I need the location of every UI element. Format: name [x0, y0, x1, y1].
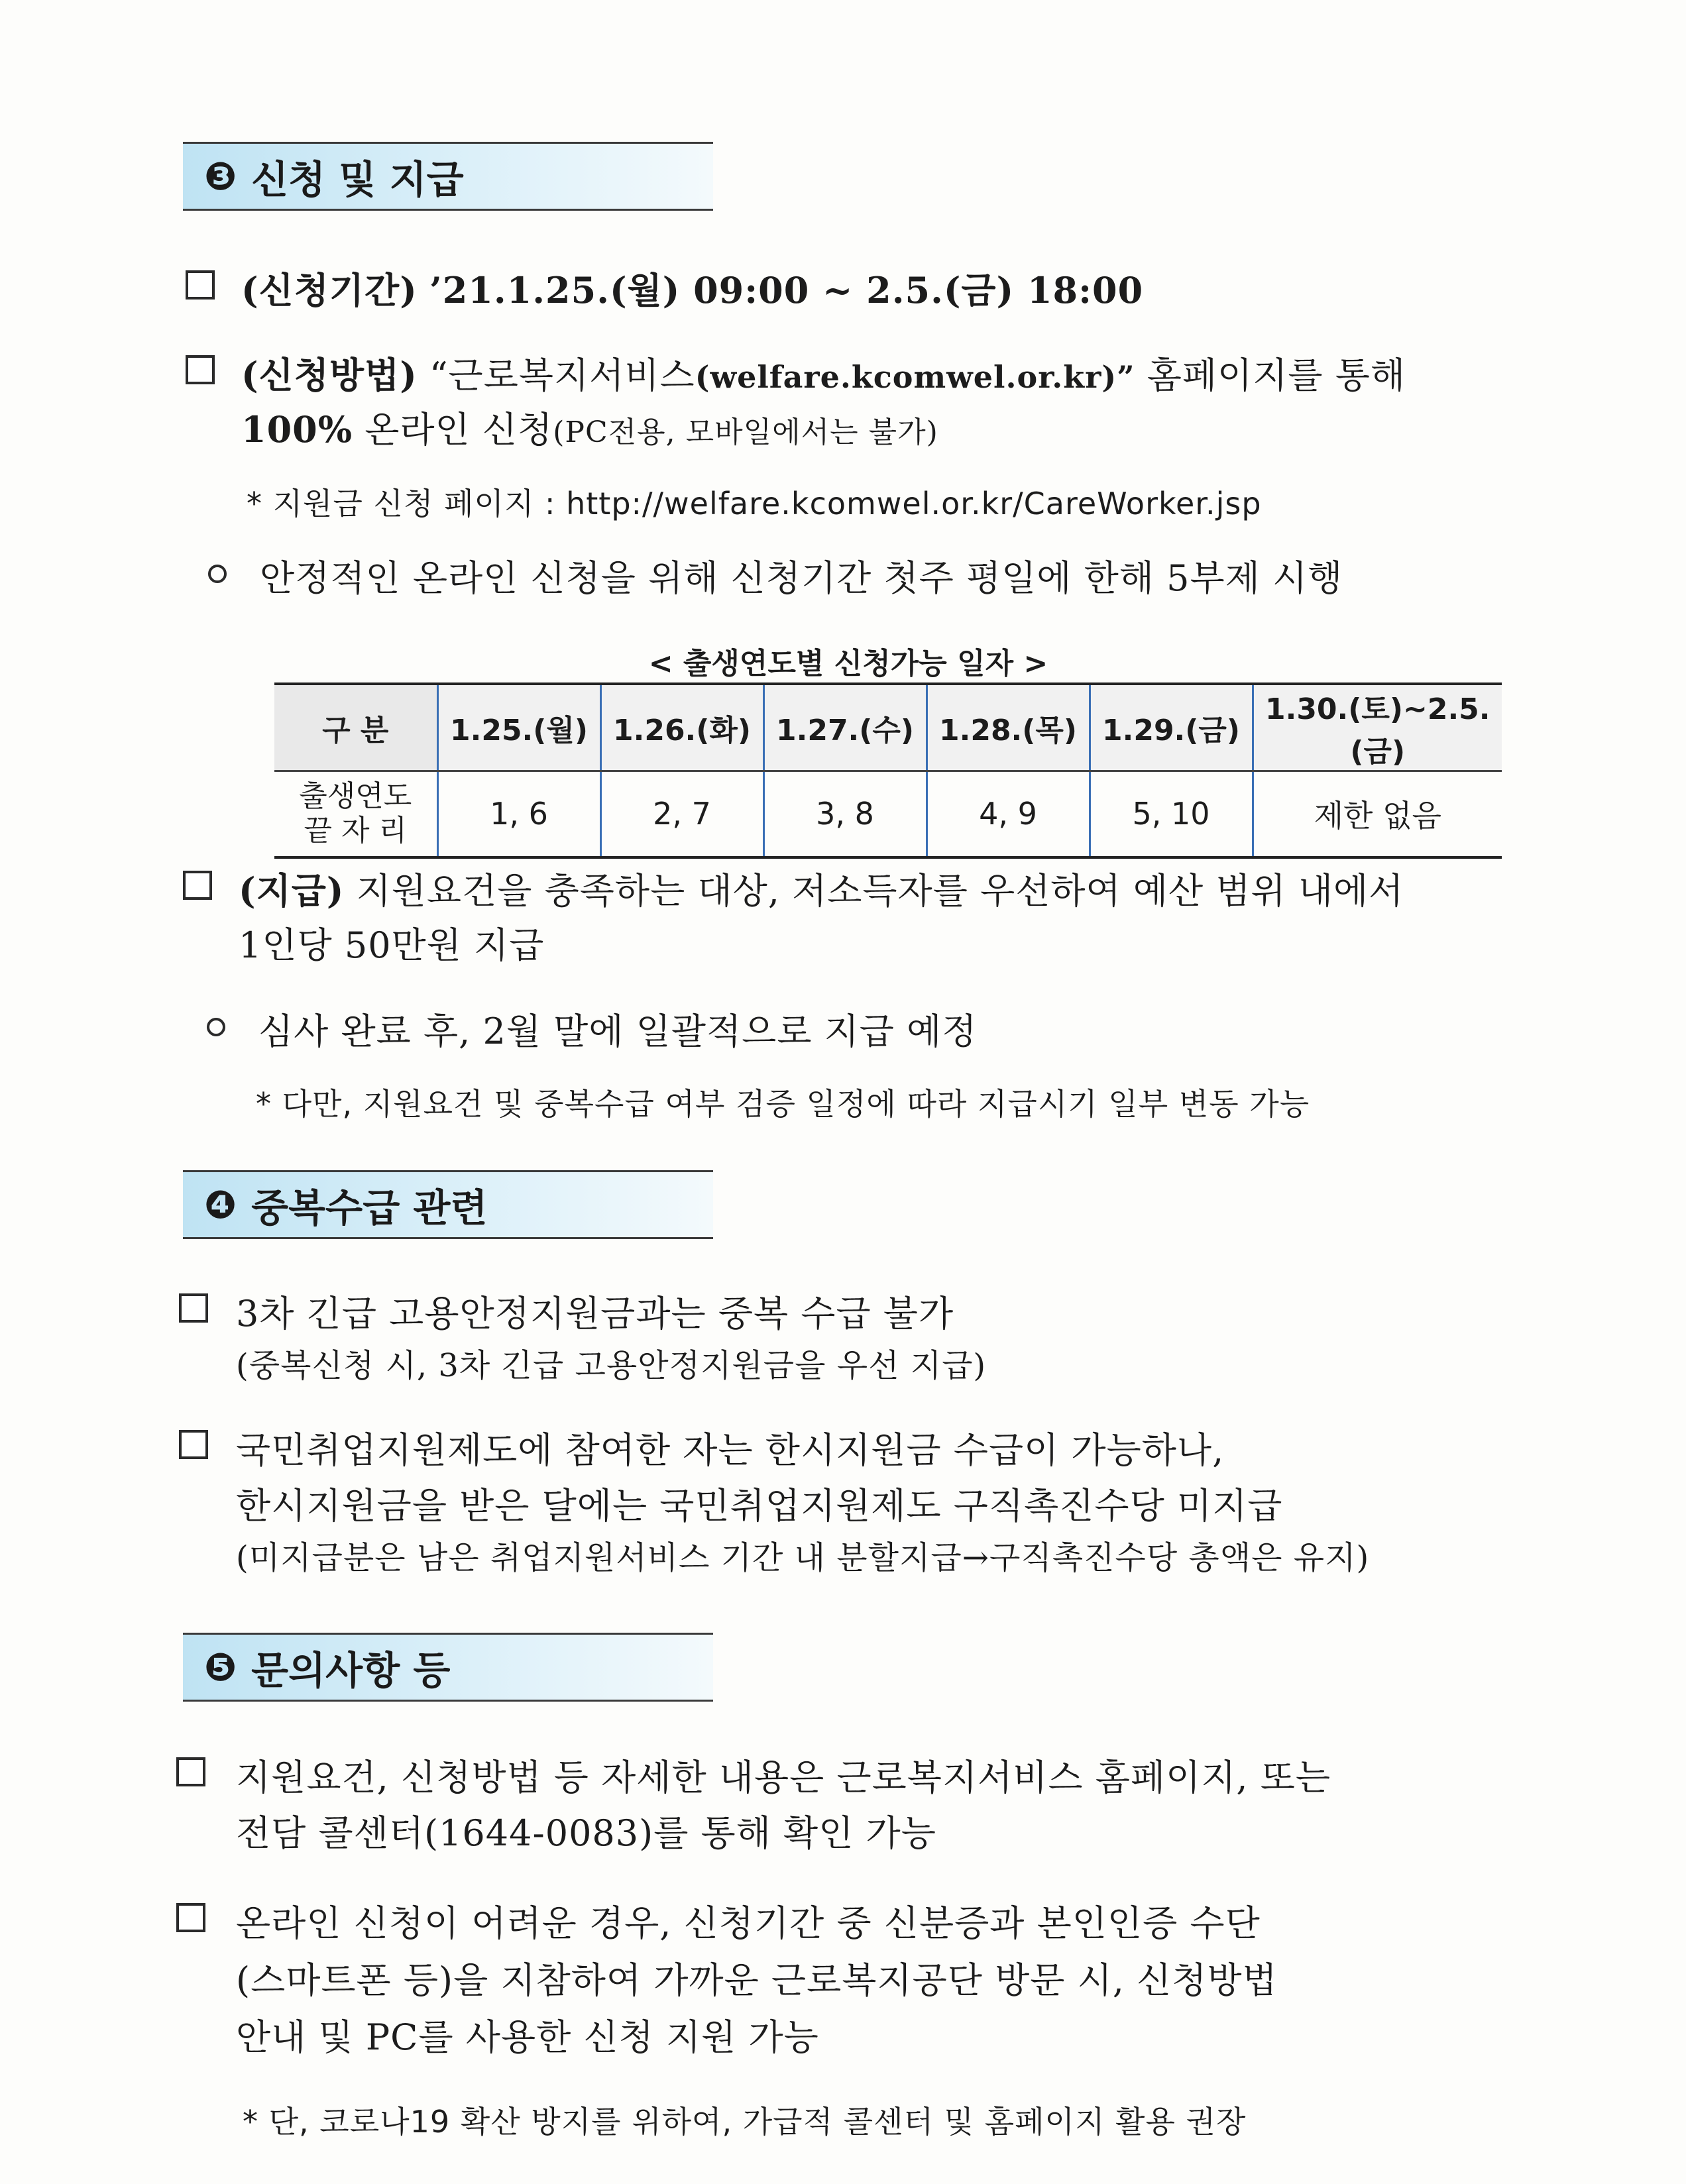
inquiry-item-2-line-1: 온라인 신청이 어려운 경우, 신청기간 중 신분증과 본인인증 수단	[236, 1902, 1261, 1944]
inquiry-item-2-line-3: 안내 및 PC를 사용한 신청 지원 가능	[236, 2016, 819, 2058]
checkbox-bullet	[186, 355, 215, 384]
method-label: (신청방법)	[241, 354, 418, 396]
method-url: (welfare.kcomwel.or.kr)”	[695, 359, 1135, 395]
payment-schedule: 심사 완료 후, 2월 말에 일괄적으로 지급 예정	[258, 1010, 978, 1052]
section-title: 문의사항 등	[251, 1648, 451, 1693]
section-4-heading	[183, 1170, 713, 1239]
five-shift-text: 안정적인 온라인 신청을 위해 신청기간 첫주 평일에 한해 5부제 시행	[260, 557, 1343, 599]
schedule-table	[274, 682, 1502, 859]
section-title: 중복수급 관련	[251, 1185, 488, 1230]
payment-label: (지급)	[239, 869, 345, 912]
method-text: “근로복지서비스	[429, 355, 695, 396]
table-cell: 5, 10	[1090, 771, 1253, 857]
inquiry-item-1-line-2: 전담 콜센터(1644-0083)를 통해 확인 가능	[236, 1812, 936, 1854]
section-number: ❺	[204, 1645, 237, 1690]
inquiry-note: * 단, 코로나19 확산 방지를 위하여, 가급적 콜센터 및 홈페이지 활용 권장	[243, 2104, 1247, 2140]
section-number: ❸	[204, 154, 237, 199]
payment-line-1	[239, 863, 1404, 914]
section-title: 신청 및 지급	[251, 157, 464, 202]
application-url-note: * 지원금 신청 페이지 : http://welfare.kcomwel.or.kr/CareWorker.jsp	[247, 486, 1262, 521]
period-value: ’21.1.25.(월) 09:00 ~ 2.5.(금) 18:00	[429, 269, 1144, 311]
section-number: ❹	[204, 1182, 237, 1227]
period-label: (신청기간)	[241, 269, 418, 311]
row-label-line: 출생연도	[299, 779, 412, 814]
table-cell: 4, 9	[927, 771, 1090, 857]
circle-bullet	[208, 565, 227, 583]
table-header: 구 분	[274, 684, 437, 771]
checkbox-bullet	[176, 1757, 205, 1786]
checkbox-bullet	[176, 1903, 205, 1932]
duplicate-item-2-line-2: 한시지원금을 받은 달에는 국민취업지원제도 구직촉진수당 미지급	[236, 1485, 1283, 1527]
table-header: 1.27.(수)	[763, 684, 927, 771]
method-percent: 100%	[241, 408, 353, 451]
table-header: 1.25.(월)	[437, 684, 600, 771]
inquiry-item-2-line-2: (스마트폰 등)을 지참하여 가까운 근로복지공단 방문 시, 신청방법	[236, 1959, 1278, 2001]
table-cell: 3, 8	[763, 771, 927, 857]
duplicate-item-1-line-1: 3차 긴급 고용안정지원금과는 중복 수급 불가	[236, 1293, 954, 1335]
checkbox-bullet	[179, 1430, 208, 1459]
table-header-row	[274, 684, 1502, 771]
application-period	[241, 262, 1143, 313]
table-header: 1.26.(화)	[600, 684, 763, 771]
method-note: (PC전용, 모바일에서는 불가)	[553, 415, 938, 449]
table-caption: < 출생연도별 신청가능 일자 >	[648, 647, 1048, 681]
section-5-heading	[183, 1633, 713, 1702]
table-cell: 제한 없음	[1253, 771, 1502, 857]
row-label-line: 끝 자 리	[304, 814, 407, 848]
checkbox-bullet	[179, 1293, 208, 1323]
duplicate-item-2-line-1: 국민취업지원제도에 참여한 자는 한시지원금 수급이 가능하나,	[236, 1429, 1225, 1471]
application-method-line-1	[241, 347, 1406, 398]
table-header: 1.29.(금)	[1090, 684, 1253, 771]
row-label	[274, 771, 437, 857]
payment-line-2: 1인당 50만원 지급	[239, 924, 545, 966]
method-text: 온라인 신청	[353, 409, 553, 451]
table-cell: 1, 6	[437, 771, 600, 857]
method-text: 홈페이지를 통해	[1135, 355, 1406, 396]
duplicate-item-2-line-3: (미지급분은 남은 취업지원서비스 기간 내 분할지급→구직촉진수당 총액은 유지)	[236, 1539, 1370, 1576]
duplicate-item-1-line-2: (중복신청 시, 3차 긴급 고용안정지원금을 우선 지급)	[236, 1347, 987, 1384]
table-row	[274, 771, 1502, 857]
circle-bullet	[207, 1018, 225, 1036]
table-header: 1.30.(토)~2.5.(금)	[1253, 684, 1502, 771]
application-method-line-2	[241, 402, 938, 453]
checkbox-bullet	[183, 871, 212, 900]
table-cell: 2, 7	[600, 771, 763, 857]
checkbox-bullet	[186, 270, 215, 300]
payment-text: 지원요건을 충족하는 대상, 저소득자를 우선하여 예산 범위 내에서	[344, 870, 1404, 912]
table-header: 1.28.(목)	[927, 684, 1090, 771]
inquiry-item-1-line-1: 지원요건, 신청방법 등 자세한 내용은 근로복지서비스 홈페이지, 또는	[236, 1757, 1331, 1798]
payment-schedule-note: * 다만, 지원요건 및 중복수급 여부 검증 일정에 따라 지급시기 일부 변동 가능	[256, 1086, 1310, 1122]
section-3-heading	[183, 142, 713, 211]
